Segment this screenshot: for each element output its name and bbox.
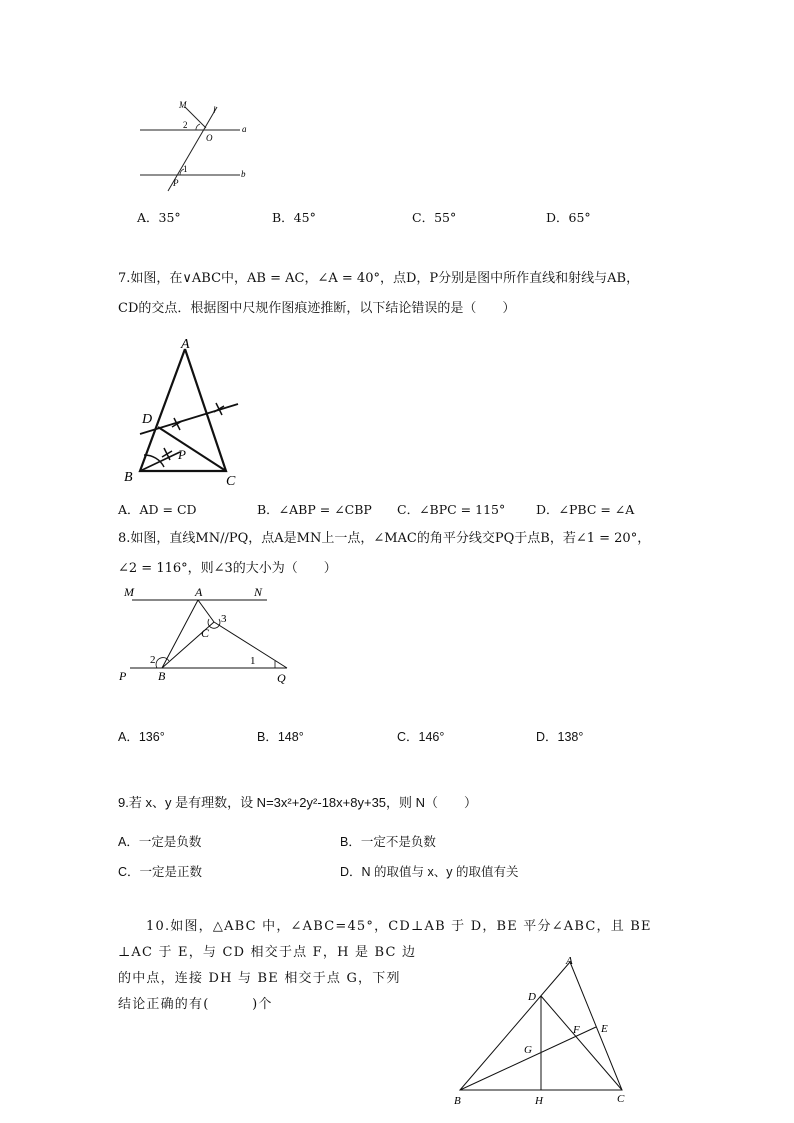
q10-label-C: C	[617, 1093, 625, 1105]
q9-option-b[interactable]: B．一定不是负数	[340, 835, 436, 849]
q8-label-B: B	[158, 669, 166, 683]
q10-stem-line4: 结论正确的有( )个	[118, 997, 273, 1012]
q6-label-angle1: 1	[183, 164, 188, 174]
q8-label-angle1: 1	[250, 655, 256, 667]
q10-label-A: A	[566, 955, 573, 967]
q8-stem-line2: ∠2 = 116°，则∠3的大小为（ ）	[118, 561, 337, 576]
q8-label-M: M	[124, 585, 134, 599]
q7-label-C: C	[226, 474, 236, 489]
q6-option-a[interactable]: A．35°	[137, 210, 181, 225]
q6-label-b: b	[241, 169, 246, 179]
q10-label-H: H	[535, 1095, 543, 1107]
q10-triangle-figure	[450, 952, 640, 1112]
q7-triangle-construction-figure	[118, 335, 248, 490]
q8-option-d[interactable]: D．138°	[536, 730, 584, 744]
q10-label-E: E	[601, 1023, 608, 1035]
q7-option-b[interactable]: B．∠ABP = ∠CBP	[257, 502, 372, 517]
q9-stem: 9.若 x、y 是有理数，设 N=3x²+2y²-18x+8y+35，则 N（ ）	[118, 795, 478, 810]
q10-stem-line2: ⊥AC 于 E，与 CD 相交于点 F，H 是 BC 边	[118, 945, 417, 960]
q6-option-b[interactable]: B．45°	[272, 210, 316, 225]
q8-label-A: A	[195, 585, 203, 599]
q10-label-B: B	[454, 1095, 461, 1107]
q6-parallel-lines-figure	[130, 95, 260, 195]
q8-label-N: N	[254, 585, 263, 599]
q8-parallel-lines-figure	[115, 582, 300, 687]
q7-option-d[interactable]: D．∠PBC = ∠A	[536, 502, 635, 517]
q8-option-a[interactable]: A．136°	[118, 730, 165, 744]
q6-label-P: P	[173, 178, 179, 188]
q10-label-F: F	[573, 1024, 580, 1036]
q6-label-l: l	[213, 105, 216, 115]
q7-stem-line1: 7.如图，在∨ABC中，AB = AC，∠A = 40°，点D，P分别是图中所作直线和射线与AB，	[118, 271, 640, 286]
q10-label-D: D	[528, 991, 536, 1003]
q9-option-d[interactable]: D．N 的取值与 x、y 的取值有关	[340, 865, 519, 879]
q8-stem-line1: 8.如图，直线MN//PQ，点A是MN上一点，∠MAC的角平分线交PQ于点B，若∠1 = 20°，	[118, 531, 651, 546]
q8-option-c[interactable]: C．146°	[397, 730, 445, 744]
q7-stem-line2: CD的交点．根据图中尺规作图痕迹推断，以下结论错误的是（ ）	[118, 301, 516, 316]
q8-label-C: C	[201, 626, 210, 640]
q9-option-c[interactable]: C．一定是正数	[118, 865, 203, 879]
q10-stem-line3: 的中点，连接 DH 与 BE 相交于点 G，下列	[118, 971, 401, 986]
q7-label-A: A	[181, 337, 190, 352]
q7-option-a[interactable]: A．AD = CD	[118, 502, 197, 517]
q6-label-O: O	[206, 133, 213, 143]
q8-label-P: P	[119, 669, 127, 683]
q7-label-D: D	[142, 412, 153, 427]
q10-stem-line1: 10.如图，△ABC 中，∠ABC=45°，CD⊥AB 于 D，BE 平分∠ABC，且 BE	[146, 919, 652, 934]
q8-label-angle2: 2	[150, 654, 156, 666]
q6-option-d[interactable]: D．65°	[546, 210, 591, 225]
q6-option-c[interactable]: C．55°	[412, 210, 457, 225]
q9-option-a[interactable]: A．一定是负数	[118, 835, 202, 849]
q10-label-G: G	[524, 1044, 532, 1056]
q7-label-P: P	[178, 447, 186, 462]
q6-label-M: M	[179, 100, 187, 110]
q8-label-Q: Q	[277, 671, 286, 685]
q6-label-angle2: 2	[183, 120, 188, 130]
q7-option-c[interactable]: C．∠BPC = 115°	[397, 502, 506, 517]
q6-label-a: a	[242, 124, 247, 134]
q8-option-b[interactable]: B．148°	[257, 730, 304, 744]
q7-label-B: B	[124, 470, 133, 485]
q8-label-angle3: 3	[221, 613, 227, 625]
